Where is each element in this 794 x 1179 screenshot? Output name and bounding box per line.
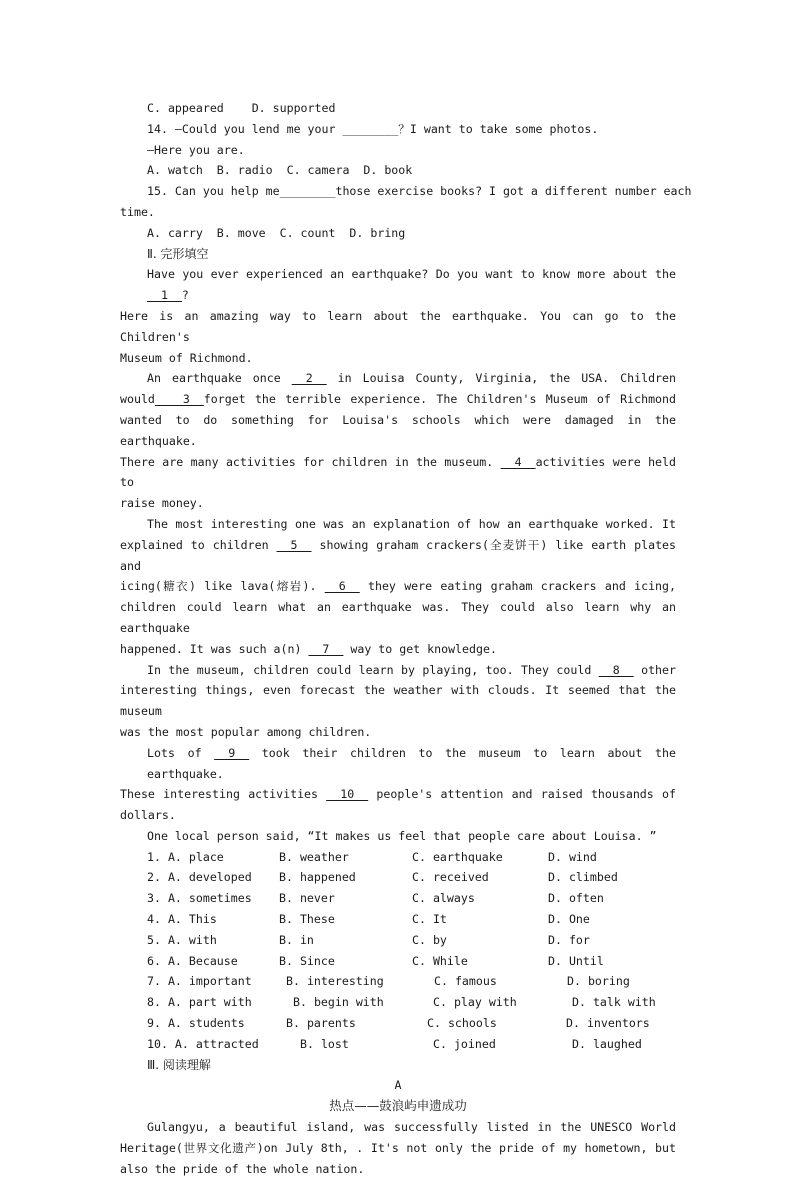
cloze-p1-line2: Here is an amazing way to learn about the earthquake. You can go to the Children's <box>120 308 676 344</box>
q14-options: A. watch B. radio C. camera D. book <box>147 163 413 178</box>
reading-subtitle: 热点——鼓浪屿申遗成功 <box>329 1098 467 1114</box>
cloze-p3-line1: The most interesting one was an explanation of how an earthquake worked. It <box>147 516 676 531</box>
blank-8: __8__ <box>598 662 634 677</box>
cloze-p3-line2: explained to children __5__ showing graham crackers(全麦饼干) like earth plates and <box>120 537 677 573</box>
cloze-p5-line2: These interesting activities __10__ people's attention and raised thousands of <box>120 787 676 802</box>
cloze-p2-line1: An earthquake once __2__ in Louisa County, Virginia, the USA. Children <box>147 371 676 386</box>
cloze-p2-line3: wanted to do something for Louisa's schools which were damaged in the earthquake. <box>120 412 676 448</box>
cloze-p5-line1: Lots of __9__ took their children to the museum to learn about the earthquake. <box>147 745 676 781</box>
worksheet-page <box>120 98 692 1179</box>
cloze-p1-line1: Have you ever experienced an earthquake? Do you want to know more about the __1__? <box>147 267 676 303</box>
q15-stem-cont: time. <box>120 204 155 219</box>
option-row-9: 9. A. students B. parents C. schools D. inventors <box>147 1016 650 1031</box>
q13-options: C. appeared D. supported <box>147 101 336 115</box>
cloze-p2-line5: raise money. <box>120 496 204 511</box>
reading-part-label: A <box>394 1078 402 1093</box>
q14-reply: —Here you are. <box>147 142 245 157</box>
option-row-5: 5. A. with B. in C. by D. for <box>147 932 590 947</box>
blank-10: __10__ <box>326 787 369 802</box>
option-row-2: 2. A. developed B. happened C. received D. climbed <box>147 870 618 885</box>
cloze-p3-line5: happened. It was such a(n) __7__ way to get knowledge. <box>120 641 497 656</box>
section-title-reading: Ⅲ. 阅读理解 <box>147 1057 211 1072</box>
blank-6: __6__ <box>324 579 360 594</box>
option-row-3: 3. A. sometimes B. never C. always D. often <box>147 891 604 906</box>
reading-line3: also the pride of the whole nation. <box>120 1161 365 1176</box>
q15-stem: 15. Can you help me________those exercise books? I got a different number each <box>147 184 692 199</box>
cloze-p4-line2: interesting things, even forecast the weather with clouds. It seemed that the museum <box>120 683 676 719</box>
option-row-4: 4. A. This B. These C. It D. One <box>147 912 590 927</box>
cloze-p3-line4: children could learn what an earthquake was. They could also learn why an earthquake <box>120 600 676 635</box>
blank-9: __9__ <box>214 745 250 760</box>
blank-3: ____3__ <box>154 392 204 407</box>
cloze-p4-line1: In the museum, children could learn by playing, too. They could __8__ other <box>147 662 676 677</box>
cloze-p3-line3: icing(糖衣) like lava(熔岩). __6__ they were eating graham crackers and icing, <box>120 579 676 594</box>
q15-options: A. carry B. move C. count D. bring <box>147 225 406 240</box>
option-row-8: 8. A. part with B. begin with C. play with D. talk with <box>147 995 656 1010</box>
option-row-1: 1. A. place B. weather C. earthquake D. wind <box>147 849 597 864</box>
reading-line1: Gulangyu, a beautiful island, was successfully listed in the UNESCO World <box>147 1120 676 1135</box>
cloze-p5-line3: dollars. <box>120 808 176 823</box>
section-title-cloze: Ⅱ. 完形填空 <box>147 246 209 261</box>
blank-2: __2__ <box>291 371 327 386</box>
cloze-p2-line2: would____3__forget the terrible experience. The Children's Museum of Richmond <box>120 392 676 407</box>
blank-7: __7__ <box>308 641 344 656</box>
cloze-p1-line3: Museum of Richmond. <box>120 350 253 365</box>
q15-blank: ________ <box>279 184 336 199</box>
option-row-6: 6. A. Because B. Since C. While D. Until <box>147 953 604 968</box>
cloze-p4-line3: was the most popular among children. <box>120 724 372 739</box>
q14-stem: 14. —Could you lend me your ________？I want to take some photos. <box>147 121 599 136</box>
reading-line2: Heritage(世界文化遗产)on July 8th, . It's not only the pride of my hometown, but <box>120 1140 676 1155</box>
blank-5: __5__ <box>276 537 312 552</box>
cloze-options-list <box>120 847 676 1055</box>
cloze-p6-line1: One local person said, “It makes us feel that people care about Louisa. ” <box>147 828 657 843</box>
option-row-7: 7. A. important B. interesting C. famous D. boring <box>147 974 630 989</box>
q14-blank: ________ <box>342 121 399 136</box>
blank-1: __1__ <box>147 288 182 303</box>
cloze-p2-line4: There are many activities for children in the museum. __4__activities were held to <box>120 454 676 490</box>
option-row-10: 10. A. attracted B. lost C. joined D. laughed <box>147 1036 642 1051</box>
blank-4: __4__ <box>500 454 536 469</box>
